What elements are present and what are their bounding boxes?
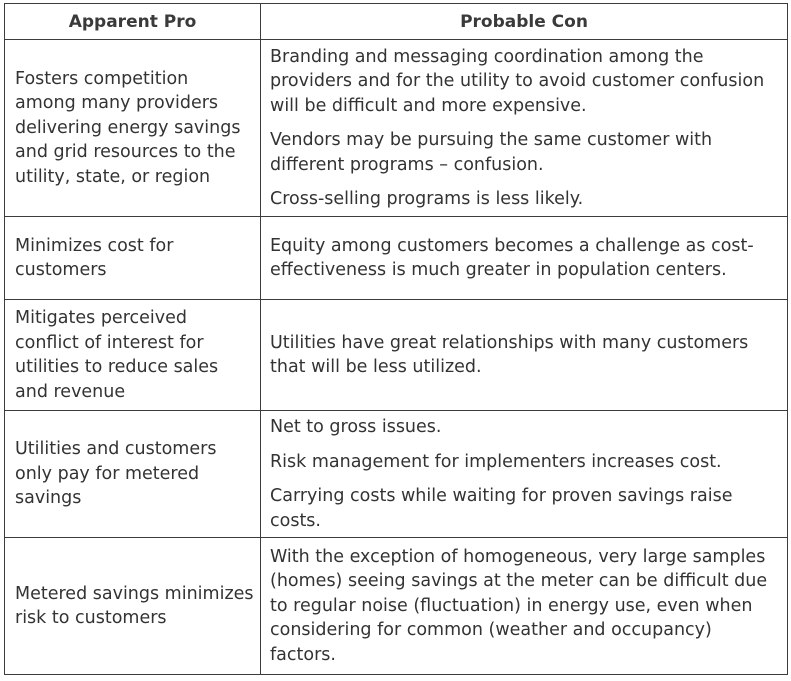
pro-cell: Fosters competition among many providers delivering energy savings and grid resources to the utility, state, or region xyxy=(5,40,261,217)
table-row xyxy=(5,40,788,217)
table-row xyxy=(5,411,788,538)
table-row xyxy=(5,217,788,300)
pro-cell: Utilities and customers only pay for metered savings xyxy=(5,411,261,538)
con-item: Branding and messaging coordination among the providers and for the utility to avoid customer confusion will be difficult and more expensive. xyxy=(270,46,765,116)
pro-cell: Mitigates perceived conflict of interest for utilities to reduce sales and revenue xyxy=(5,300,261,411)
con-item: Equity among customers becomes a challenge as cost-effectiveness is much greater in population centers. xyxy=(270,235,754,280)
table-row xyxy=(5,300,788,411)
header-row xyxy=(5,4,788,40)
con-item: Risk management for implementers increases cost. xyxy=(270,451,722,472)
pro-cell: Metered savings minimizes risk to customers xyxy=(5,538,261,675)
pro-cell: Minimizes cost for customers xyxy=(5,217,261,300)
con-cell xyxy=(261,217,788,300)
con-item: Utilities have great relationships with many customers that will be less utilized. xyxy=(270,332,749,377)
con-item: Carrying costs while waiting for proven savings raise costs. xyxy=(270,486,733,531)
con-cell xyxy=(261,538,788,675)
header-apparent-pro: Apparent Pro xyxy=(5,4,261,40)
con-cell xyxy=(261,40,788,217)
table-row xyxy=(5,538,788,675)
pros-cons-table xyxy=(4,3,788,675)
con-item: Cross-selling programs is less likely. xyxy=(270,189,584,209)
con-item: With the exception of homogeneous, very large samples (homes) seeing savings at the meter can be difficult due to regular noise (fluctuation) in energy use, even when considering for common (weather and occupancy) factors. xyxy=(270,546,768,665)
header-probable-con: Probable Con xyxy=(261,4,788,40)
con-item: Net to gross issues. xyxy=(270,417,442,437)
con-cell xyxy=(261,300,788,411)
con-item: Vendors may be pursuing the same customer with different programs – confusion. xyxy=(270,130,713,175)
con-cell xyxy=(261,411,788,538)
